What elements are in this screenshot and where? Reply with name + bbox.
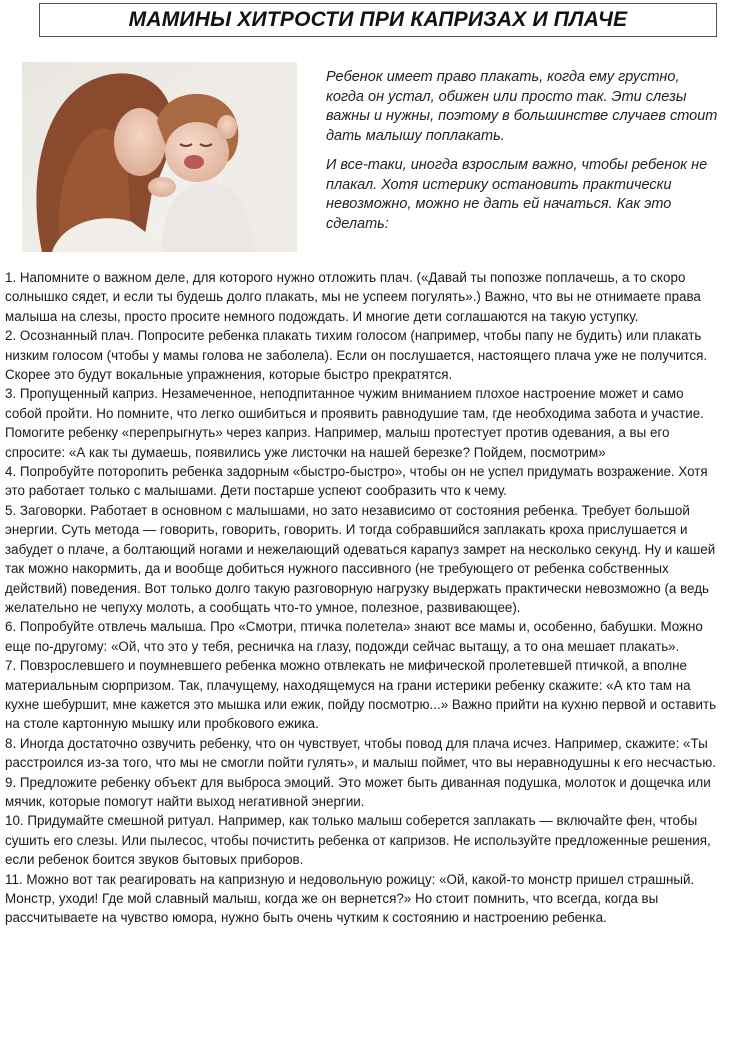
intro-paragraph: И все-таки, иногда взрослым важно, чтобы ребенок не плакал. Хотя истерику остановить практически невозможно, можно не дать ей начаться. Как это сделать: [326,157,708,232]
tips-list [5,268,723,928]
tip-item: 1. Напомните о важном деле, для которого нужно отложить плач. («Давай ты попозже поплачешь, а то скоро солнышко сядет, и если ты будешь долго плакать, мы не успеем погулять».) Важно, что вы не отнимаете права малыша на слезы, просто просите немного подождать. И многие дети соглашаются на такую уступку. [5,270,701,324]
tip-item: 6. Попробуйте отвлечь малыша. Про «Смотри, птичка полетела» знают все мамы и, особенно, бабушки. Можно еще по-другому: «Ой, что это у тебя, ресничка на глазу, подожди сейчас вытащу, а то она мешает плакать». [5,619,703,654]
tip-item: 4. Попробуйте поторопить ребенка задорным «быстро-быстро», чтобы он не успел придумать возражение. Хотя это работает только с малышами. Дети постарше успеют сообразить что к чему. [5,464,708,499]
tip-item: 11. Можно вот так реагировать на капризную и недовольную рожицу: «Ой, какой-то монстр пришел страшный. Монстр, уходи! Где мой славный малыш, когда же он вернется?» Но стоит помнить, что всегда, когда вы рассчитываете на чувство юмора, нужно быть очень чутким к состоянию и настроению ребенка. [5,871,695,926]
tip-item: 10. Придумайте смешной ритуал. Например, как только малыш соберется заплакать — включайте фен, чтобы сушить его слезы. Или пылесос, чтобы почистить ребенка от капризов. Не используйте предложенные решения, если ребенок боится звуков бытовых приборов. [5,813,711,868]
page-title: МАМИНЫ ХИТРОСТИ ПРИ КАПРИЗАХ И ПЛАЧЕ [128,8,628,31]
tip-item: 3. Пропущенный каприз. Незамеченное, неподпитанное чужим вниманием плохое настроение может и само собой пройти. Но помните, что легко ошибиться и проявить равнодушие там, где необходима забота и участие. Помогите ребенку «перепрыгнуть» через каприз. Например, малыш протестует против одевания, а вы его спросите: «А как ты думаешь, появились уже листочки на нашей березке? Пойдем, посмотрим» [5,386,704,460]
title-box [39,3,717,37]
photo-illustration [22,62,297,252]
tip-item: 8. Иногда достаточно озвучить ребенку, что он чувствует, чтобы повод для плача исчез. Например, скажите: «Ты расстроился из-за того, что мы не смогли пойти гулять», и малыш поймет, что вы неравнодушны к его несчастью. [5,735,716,771]
intro-paragraph: Ребенок имеет право плакать, когда ему грустно, когда он устал, обижен или просто так. Эти слезы важны и нужны, поэтому в большинстве случаев стоит дать малышу поплакать. [326,69,718,144]
tip-item: 9. Предложите ребенку объект для выброса эмоций. Это может быть диванная подушка, молоток и дощечка или мячик, которые помогут найти выход негативной энергии. [5,774,711,809]
tip-item: 7. Повзрослевшего и поумневшего ребенка можно отвлекать не мифической пролетевшей птичкой, а вполне материальным сюрпризом. Так, плачущему, находящемуся на грани истерики ребенку скажите: «А кто там на кухне шебуршит, мне кажется это мышка или ежик, пойду посмотрю...» Важно прийти на кухню первой и оставить на столе картонную мышку или пробкового ежика. [5,658,717,732]
intro-text [326,68,721,244]
mother-child-photo [22,62,297,252]
tip-item: 5. Заговорки. Работает в основном с малышами, но зато независимо от состояния ребенка. Требует большой энергии. Суть метода — говорить, говорить, говорить. И тогда собравшийся заплакать кроха прислушается и забудет о плаче, а болтающий ногами и нежелающий одеваться карапуз замрет на несколько секунд. Ну и кашей так можно накормить, да и вообще добиться нужного пассивного (не требующего от ребенка собственных действий) поведения. Вот только долго такую разговорную нагрузку выдержать практически невозможно (а ведь желательно не чепуху молоть, а сообщать что-то умное, полезное, развивающее). [5,502,716,615]
tip-item: 2. Осознанный плач. Попросите ребенка плакать тихим голосом (например, чтобы папу не будить) или плакать низким голосом (чтобы у мамы голова не заболела). Если он послушается, настоящего плача уже не получится. Скорее это будут вокальные упражнения, которые быстро прекратятся. [5,328,708,383]
